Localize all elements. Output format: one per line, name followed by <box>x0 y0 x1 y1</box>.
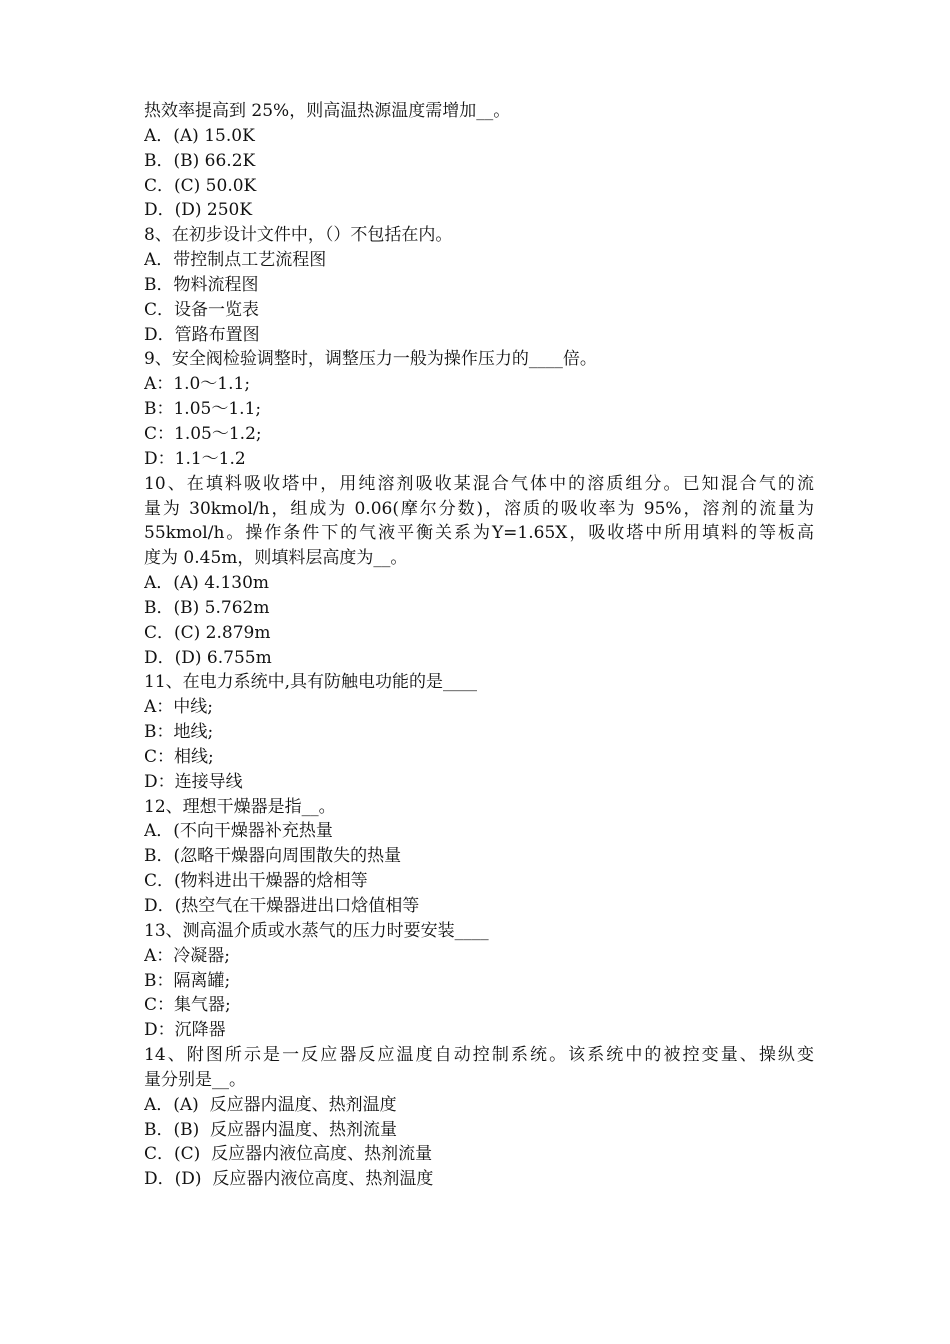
option-line: A．(A) 4.130m <box>144 573 270 594</box>
document-page <box>144 99 814 1192</box>
option-line: D．管路布置图 <box>144 324 260 345</box>
question-14: 14、附图所示是一反应器反应温度自动控制系统。该系统中的被控变量、操纵变 <box>144 1045 814 1066</box>
option-line: A．带控制点工艺流程图 <box>144 250 327 271</box>
option-line: B：1.05～1.1; <box>144 399 262 420</box>
option-line: D．(D) 反应器内液位高度、热剂温度 <box>144 1169 434 1190</box>
option-line: A：中线; <box>144 697 214 718</box>
option-line: B．(忽略干燥器向周围散失的热量 <box>144 846 402 867</box>
option-line: C．(C) 反应器内液位高度、热剂流量 <box>144 1144 433 1165</box>
option-line: A．(A) 15.0K <box>144 125 255 146</box>
question-11: 11、在电力系统中,具有防触电功能的是____ <box>144 672 478 693</box>
option-line: B．(B) 66.2K <box>144 150 256 171</box>
question-9: 9、安全阀检验调整时，调整压力一般为操作压力的____倍。 <box>144 349 597 370</box>
option-line: C．(C) 50.0K <box>144 175 257 196</box>
question-14-continued: 量分别是__。 <box>144 1069 246 1090</box>
option-line: B：地线; <box>144 722 214 743</box>
option-line: B．(B) 反应器内温度、热剂流量 <box>144 1119 398 1140</box>
question-10-continued: 量为 30kmol/h，组成为 0.06(摩尔分数)，溶质的吸收率为 95%，溶剂的流量为 <box>144 498 814 519</box>
option-line: C．(C) 2.879m <box>144 622 271 643</box>
option-line: C．设备一览表 <box>144 299 260 320</box>
option-line: C：1.05～1.2; <box>144 423 262 444</box>
option-line: D．(热空气在干燥器进出口焓值相等 <box>144 896 420 916</box>
option-line: C．(物料进出干燥器的焓相等 <box>144 871 368 892</box>
question-13: 13、测高温介质或水蒸气的压力时要安装____ <box>144 920 489 941</box>
question-10-continued: 55kmol/h。操作条件下的气液平衡关系为Y=1.65X，吸收塔中所用填料的等板高 <box>144 523 814 544</box>
option-line: D：1.1～1.2 <box>144 448 246 469</box>
option-line: B．(B) 5.762m <box>144 597 270 618</box>
option-line: D．(D) 6.755m <box>144 647 272 668</box>
question-10: 10、在填料吸收塔中，用纯溶剂吸收某混合气体中的溶质组分。已知混合气的流 <box>144 473 814 494</box>
question-8: 8、在初步设计文件中，（）不包括在内。 <box>144 225 453 246</box>
option-line: A．(不向干燥器补充热量 <box>144 821 333 842</box>
option-line: D：沉降器 <box>144 1020 226 1041</box>
question-12: 12、理想干燥器是指__。 <box>144 796 336 817</box>
option-line: A：冷凝器; <box>144 945 231 966</box>
option-line: D．(D) 250K <box>144 200 253 221</box>
option-line: B．物料流程图 <box>144 274 259 295</box>
option-line: C：相线; <box>144 746 214 767</box>
option-line: B：隔离罐; <box>144 970 231 991</box>
text-line: 热效率提高到 25%，则高温热源温度需增加__。 <box>144 101 511 121</box>
option-line: A．(A) 反应器内温度、热剂温度 <box>144 1094 397 1115</box>
option-line: C：集气器; <box>144 995 231 1016</box>
option-line: D：连接导线 <box>144 771 243 792</box>
question-10-continued: 度为 0.45m，则填料层高度为__。 <box>144 548 408 569</box>
option-line: A：1.0～1.1; <box>144 374 251 395</box>
